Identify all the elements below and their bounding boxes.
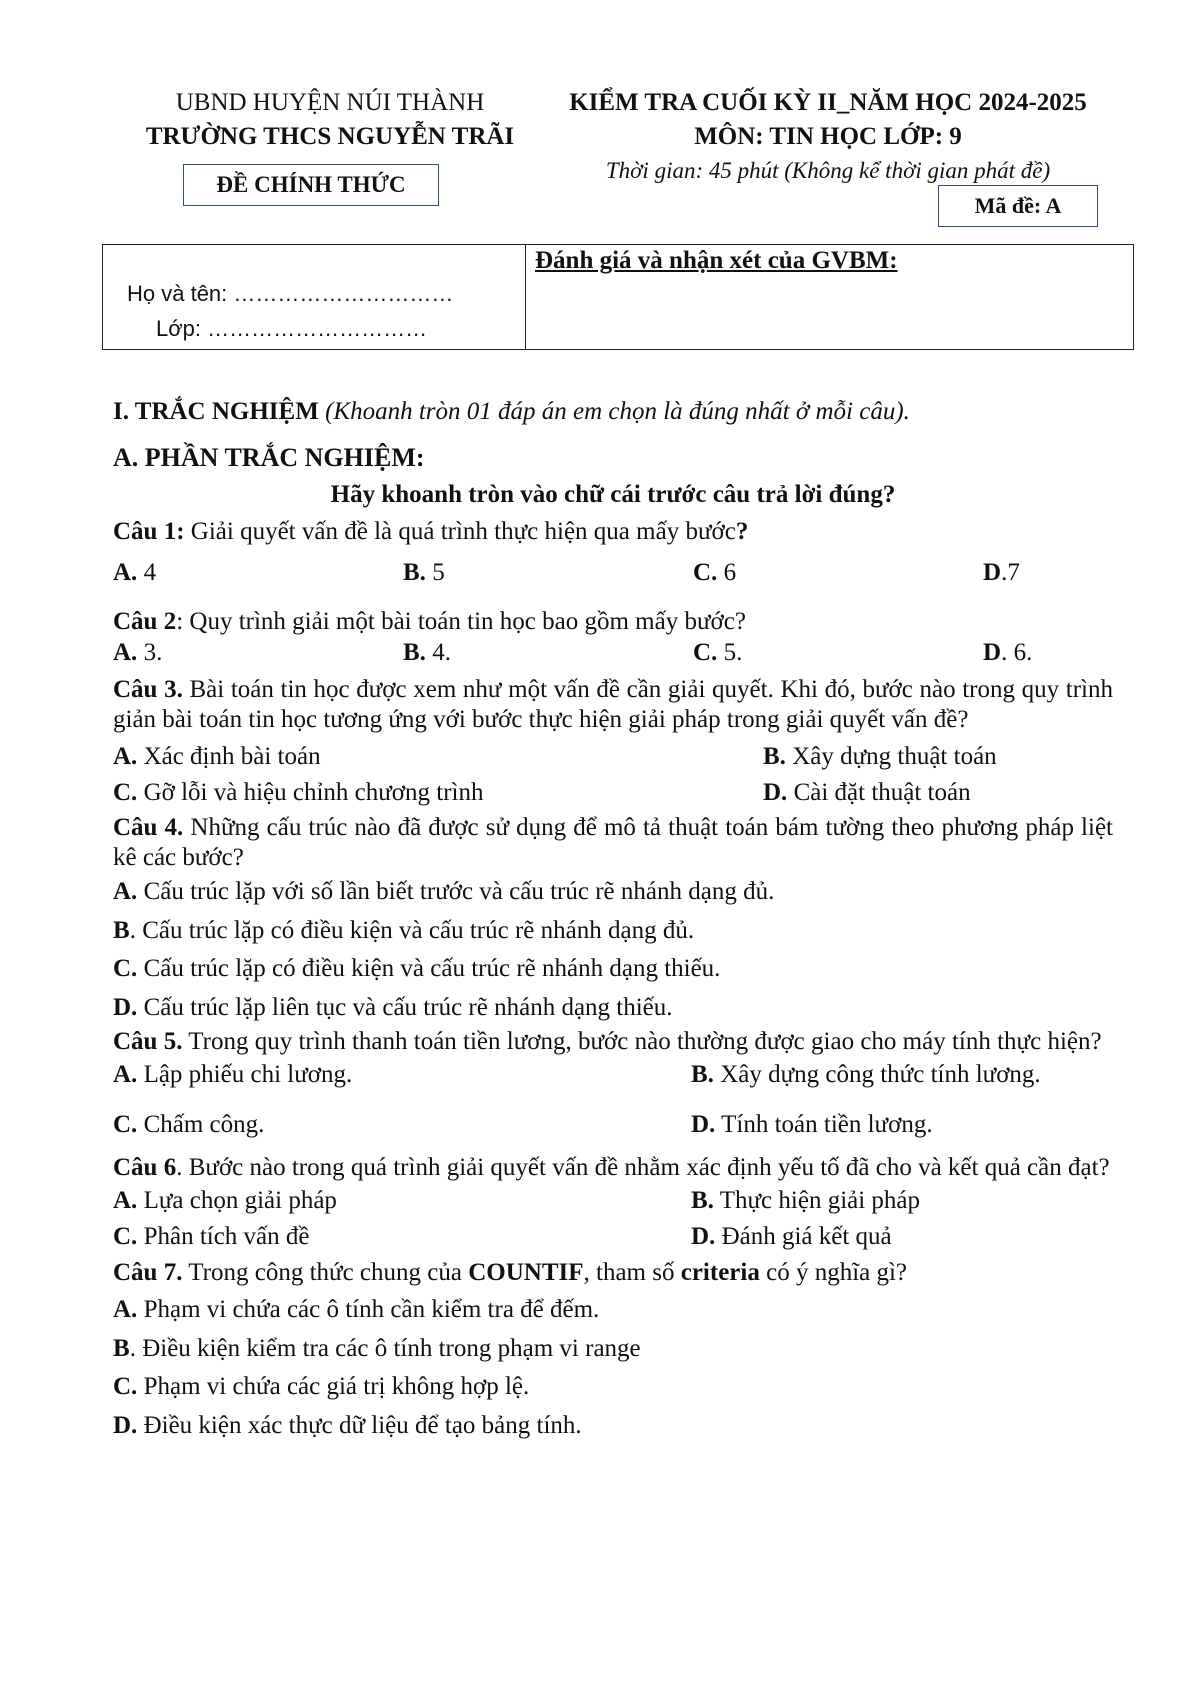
official-label: ĐỀ CHÍNH THỨC: [183, 164, 439, 206]
option-text: 5: [425, 559, 445, 586]
question-label: Câu 4.: [113, 814, 184, 841]
student-info: [103, 245, 526, 349]
option-d[interactable]: [983, 557, 1113, 589]
exam-title: KIỂM TRA CUỐI KỲ II_NĂM HỌC 2024-2025: [569, 89, 1087, 116]
option-c[interactable]: [113, 775, 763, 811]
section-title: [113, 395, 1113, 429]
option-text: 3.: [137, 639, 163, 666]
school-header: [110, 86, 550, 154]
option-text: Lập phiếu chi lương.: [137, 1061, 353, 1088]
question-text: : Quy trình giải một bài toán tin học bao gồm mấy bước?: [176, 608, 746, 635]
option-key: C.: [113, 1223, 138, 1250]
option-text: Phạm vi chứa các ô tính cần kiểm tra để đếm.: [137, 1296, 600, 1323]
option-text: Tính toán tiền lương.: [715, 1111, 933, 1138]
option-text: Xác định bài toán: [137, 743, 321, 770]
option-key: B.: [691, 1187, 714, 1214]
option-c[interactable]: [113, 950, 1113, 989]
question-3-options-row2: [113, 775, 1113, 811]
question-6-options-row2: [113, 1219, 1113, 1255]
question-6: [113, 1153, 1113, 1183]
option-text: Gỡ lỗi và hiệu chỉnh chương trình: [137, 779, 484, 806]
option-b[interactable]: [691, 1057, 1041, 1093]
question-text: Bài toán tin học được xem như một vấn đề cần giải quyết. Khi đó, bước nào trong quy trình giản bài toán tin học tương ứng với bước thực hiện giải pháp trong giải quyết vấn đề?: [113, 676, 1113, 733]
option-text: Xây dựng thuật toán: [785, 743, 997, 770]
option-key: C.: [113, 1373, 138, 1400]
option-text: Phân tích vấn đề: [137, 1223, 310, 1250]
option-d[interactable]: [113, 989, 1113, 1028]
option-a[interactable]: [113, 873, 1113, 912]
subject-line: MÔN: TIN HỌC LỚP: 9: [694, 123, 962, 150]
option-text: Cấu trúc lặp với số lần biết trước và cấu trúc rẽ nhánh dạng đủ.: [137, 878, 775, 905]
option-key: C.: [693, 559, 718, 586]
keyword-criteria: criteria: [680, 1259, 760, 1286]
option-text: 5.: [717, 639, 743, 666]
option-b[interactable]: [403, 637, 693, 669]
option-key: C.: [113, 1111, 138, 1138]
option-text: . Điều kiện kiểm tra các ô tính trong phạm vi range: [129, 1334, 641, 1362]
option-b[interactable]: [113, 1330, 1113, 1369]
option-key: D.: [691, 1111, 716, 1138]
question-3-options-row1: [113, 739, 1113, 775]
question-label: Câu 6: [113, 1154, 177, 1181]
option-text: Xây dựng công thức tính lương.: [713, 1061, 1041, 1088]
question-2: [113, 607, 1113, 637]
option-c[interactable]: [113, 1219, 691, 1255]
option-text: Đánh giá kết quả: [715, 1223, 892, 1250]
option-b[interactable]: [113, 912, 1113, 951]
question-text: . Bước nào trong quá trình giải quyết vấn đề nhằm xác định yếu tố đã cho và kết quả cần đạt?: [176, 1154, 1110, 1181]
option-key: D.: [113, 1411, 138, 1439]
prompt-line: Hãy khoanh tròn vào chữ cái trước câu trả lời đúng?: [330, 481, 896, 508]
option-text: . Cấu trúc lặp có điều kiện và cấu trúc rẽ nhánh dạng đủ.: [129, 916, 695, 944]
question-text: Giải quyết vấn đề là quá trình thực hiện qua mấy bước: [184, 518, 736, 545]
option-d[interactable]: [691, 1219, 892, 1255]
option-d[interactable]: [113, 1407, 1113, 1446]
option-key: D.: [763, 779, 788, 806]
option-a[interactable]: [113, 739, 763, 775]
option-text: Cấu trúc lặp có điều kiện và cấu trúc rẽ nhánh dạng thiếu.: [137, 955, 721, 982]
option-a[interactable]: [113, 557, 403, 589]
option-b[interactable]: [403, 557, 693, 589]
question-label: Câu 3.: [113, 676, 183, 703]
option-key: B: [113, 1334, 130, 1362]
option-text: Điều kiện xác thực dữ liệu để tạo bảng tính.: [137, 1411, 582, 1439]
teacher-eval-label: Đánh giá và nhận xét của GVBM:: [535, 247, 898, 274]
exam-code: Mã đề: A: [938, 185, 1098, 227]
district-name: UBND HUYỆN NÚI THÀNH: [175, 89, 485, 116]
option-d[interactable]: [763, 775, 971, 811]
name-field: Họ và tên: …………………………: [127, 281, 454, 306]
option-key: C.: [113, 779, 138, 806]
class-field: Lớp: …………………………: [156, 316, 428, 341]
option-text: 6: [717, 559, 737, 586]
option-key: A.: [113, 559, 138, 586]
option-a[interactable]: [113, 637, 403, 669]
option-key: A.: [113, 743, 138, 770]
option-key: D.: [691, 1223, 716, 1250]
option-c[interactable]: [693, 557, 983, 589]
option-a[interactable]: [113, 1291, 1113, 1330]
question-4: [113, 813, 1113, 873]
question-7: [113, 1255, 1113, 1291]
question-2-options: [113, 637, 1113, 669]
option-text: Lựa chọn giải pháp: [137, 1187, 337, 1214]
option-c[interactable]: [113, 1368, 1113, 1407]
option-c[interactable]: [693, 637, 983, 669]
section-instruction: (Khoanh tròn 01 đáp án em chọn là đúng nhất ở mỗi câu).: [325, 398, 910, 425]
student-info-table: [102, 244, 1134, 350]
question-label: Câu 5.: [113, 1028, 183, 1055]
question-1: [113, 517, 1113, 547]
time-line: Thời gian: 45 phút (Không kể thời gian phát đề): [605, 158, 1051, 183]
option-a[interactable]: [113, 1183, 691, 1219]
option-text: . 6.: [1001, 639, 1033, 666]
option-key: A.: [113, 1061, 138, 1088]
option-text: Phạm vi chứa các giá trị không hợp lệ.: [137, 1373, 530, 1400]
option-key: B: [113, 916, 130, 944]
option-key: B.: [763, 743, 786, 770]
question-5-options-row2: [113, 1107, 1113, 1143]
option-text: Cài đặt thuật toán: [787, 779, 971, 806]
option-key: D.: [113, 993, 138, 1021]
option-text: Thực hiện giải pháp: [713, 1187, 921, 1214]
question-label: Câu 7.: [113, 1259, 183, 1286]
option-key: A.: [113, 1187, 138, 1214]
option-text: .7: [1001, 559, 1020, 586]
question-text: Trong quy trình thanh toán tiền lương, bước nào thường được giao cho máy tính thực hiện?: [182, 1028, 1102, 1055]
option-key: C.: [113, 955, 138, 982]
option-text: Chấm công.: [137, 1111, 265, 1138]
option-key: C.: [693, 639, 718, 666]
option-a[interactable]: [113, 1057, 691, 1093]
question-text: , tham số: [583, 1259, 681, 1286]
option-d[interactable]: [983, 637, 1113, 669]
question-label: Câu 2: [113, 608, 177, 635]
option-b[interactable]: [691, 1183, 920, 1219]
option-key: B.: [403, 559, 426, 586]
option-text: 4: [137, 559, 157, 586]
part-a-title: A. PHẦN TRẮC NGHIỆM:: [113, 443, 425, 472]
question-5-options-row1: [113, 1057, 1113, 1093]
question-label: Câu 1:: [113, 518, 185, 545]
option-key: A.: [113, 1296, 138, 1323]
question-5: [113, 1027, 1113, 1057]
option-key: A.: [113, 878, 138, 905]
option-key: D: [983, 639, 1002, 666]
question-6-options-row1: [113, 1183, 1113, 1219]
question-1-options: [113, 557, 1113, 589]
option-text: 4.: [425, 639, 451, 666]
question-3: [113, 675, 1113, 735]
section-heading: I. TRẮC NGHIỆM: [113, 398, 319, 425]
option-text: Cấu trúc lặp liên tục và cấu trúc rẽ nhánh dạng thiếu.: [137, 993, 673, 1021]
option-key: D: [983, 559, 1002, 586]
question-mark: ?: [735, 518, 749, 545]
option-key: A.: [113, 639, 138, 666]
exam-header: [548, 86, 1108, 188]
option-key: B.: [403, 639, 426, 666]
option-d[interactable]: [691, 1107, 933, 1143]
question-text: Trong công thức chung của: [182, 1259, 469, 1286]
teacher-eval-cell: [526, 245, 1133, 349]
question-text: có ý nghĩa gì?: [759, 1259, 908, 1286]
school-name: TRƯỜNG THCS NGUYỄN TRÃI: [145, 123, 515, 150]
option-key: B.: [691, 1061, 714, 1088]
exam-content: [113, 395, 1113, 1445]
option-c[interactable]: [113, 1107, 691, 1143]
question-text: Những cấu trúc nào đã được sử dụng để mô tả thuật toán bám tường theo phương pháp liệt kê các bước?: [113, 814, 1113, 871]
keyword-countif: COUNTIF: [468, 1259, 584, 1286]
option-b[interactable]: [763, 739, 997, 775]
